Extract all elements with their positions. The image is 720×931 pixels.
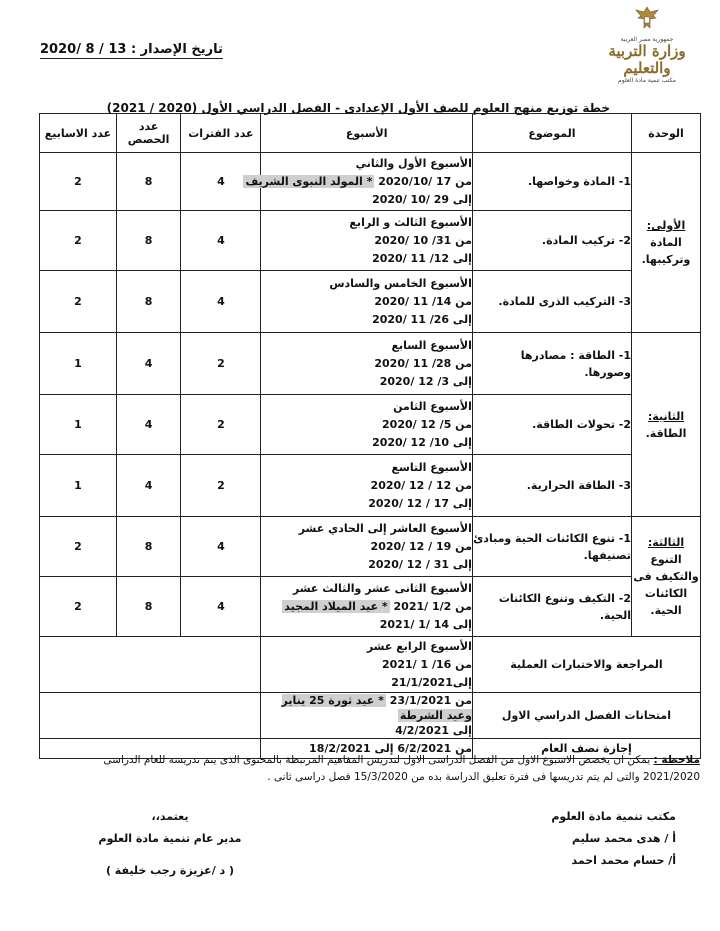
table-row: [40, 517, 701, 577]
office-name: مكتب تنمية مادة العلوم: [551, 810, 676, 823]
weeks-cell: 2: [40, 153, 117, 211]
week-to: إلى 26/ 11 /2020: [372, 312, 472, 326]
table-header-row: [40, 114, 701, 153]
table-row: [40, 637, 701, 693]
week-cell: [261, 637, 472, 693]
director-name: ( د /عزيزة رجب خليفة ): [105, 864, 235, 877]
unit-name: الطاقة.: [645, 426, 687, 440]
topic-cell: 2- تحولات الطاقة.: [472, 395, 631, 455]
week-title: الأسبوع التاسع: [391, 460, 472, 474]
weeks-cell: 1: [40, 395, 117, 455]
ministry-logo: [592, 5, 702, 84]
note-text: يمكن ان يخصص الاسبوع الاول من الفصل الدراسى الاول لتدريس المفاهيم المرتبطة بالمحتوى الذى يتم تدريسه للعام الدراسى 2021/2020 والتى لم يتم تدريسها فى فترة تعليق الدراسة بده من 15/3/2020 فصل دراسى ثانى .: [103, 754, 700, 783]
signatory-1: أ / هدى محمد سليم: [571, 832, 676, 845]
classes-cell: 4: [116, 395, 181, 455]
approval-label: يعتمد،،: [151, 810, 189, 823]
classes-cell: 8: [116, 517, 181, 577]
header-week: الأسبوع: [261, 114, 472, 153]
week-to: إلى 4/2/2021: [395, 724, 472, 737]
unit-cell: [632, 333, 701, 517]
weeks-cell: 1: [40, 333, 117, 395]
table-row: [40, 395, 701, 455]
week-title: الأسبوع الثامن: [393, 399, 472, 413]
classes-cell: 8: [116, 153, 181, 211]
signature-block-office: [476, 806, 676, 872]
header-weeks: عدد الاسابيع: [40, 114, 117, 153]
table-row: [40, 211, 701, 271]
weeks-cell: 2: [40, 577, 117, 637]
logo-office: مكتب تنمية مادة العلوم: [618, 77, 676, 84]
unit-cell: [632, 153, 701, 333]
topic-cell: 3- التركيب الذرى للمادة.: [472, 271, 631, 333]
weeks-cell: 2: [40, 211, 117, 271]
periods-cell: 4: [181, 153, 261, 211]
week-cell: [261, 333, 472, 395]
week-to: إلى 12/ 11 /2020: [372, 251, 472, 265]
classes-cell: 8: [116, 577, 181, 637]
week-title: الأسبوع الخامس والسادس: [329, 276, 472, 290]
classes-cell: 8: [116, 211, 181, 271]
week-from-date: من 23/1/2021: [389, 694, 472, 707]
week-from: من 28/ 11 /2020: [374, 356, 472, 370]
week-from: من 6/2/2021 إلى 18/2/2021: [309, 741, 472, 755]
note: [45, 752, 700, 786]
logo-country: جمهورية مصر العربية: [620, 36, 674, 43]
week-cell: [261, 211, 472, 271]
topic-cell: 2- التكيف وتنوع الكائنات الحية.: [472, 577, 631, 637]
week-to: إلى21/1/2021: [391, 675, 472, 689]
periods-cell: 2: [181, 333, 261, 395]
topic-cell: 1- تنوع الكائنات الحية ومبادئ تصنيفها.: [472, 517, 631, 577]
header-unit: الوحدة: [632, 114, 701, 153]
header-classes: عدد الحصص: [116, 114, 181, 153]
signatory-2: أ/ حسام محمد احمد: [571, 854, 676, 867]
week-title: الأسبوع الثانى عشر والثالث عشر: [292, 581, 472, 595]
exams-topic-cell: امتحانات الفصل الدراسي الاول: [472, 693, 700, 739]
week-from-date: من 1/2 /2021: [393, 599, 472, 613]
unit-cell: [632, 517, 701, 637]
table-row: [40, 693, 701, 739]
week-title: الأسبوع الرابع عشر: [366, 639, 472, 653]
vacation-topic-cell: إجازة نصف العام: [472, 739, 700, 759]
topic-cell: 2- تركيب المادة.: [472, 211, 631, 271]
unit-heading: الأولى:: [646, 219, 686, 232]
header-topic: الموضوع: [472, 114, 631, 153]
periods-cell: 4: [181, 517, 261, 577]
periods-cell: 4: [181, 577, 261, 637]
periods-cell: 4: [181, 211, 261, 271]
unit-name: المادة وتركيبها.: [641, 236, 691, 266]
unit-heading: الثالثة:: [647, 536, 685, 549]
week-from: [261, 598, 471, 616]
classes-cell: 4: [116, 455, 181, 517]
week-title: الأسبوع الثالث و الرابع: [349, 215, 472, 229]
week-title: الأسبوع العاشر إلى الحادي عشر: [298, 521, 472, 535]
plan-title: خطة توزيع منهج العلوم للصف الأول الإعدادى - الفصل الدراسي الأول (2020 / 2021): [106, 101, 610, 115]
unit-heading: الثانية:: [647, 409, 685, 423]
table-row: [40, 455, 701, 517]
week-to: إلى 17 / 12 /2020: [368, 496, 472, 510]
issue-date: تاريخ الإصدار : 13 / 8 /2020: [40, 42, 223, 57]
week-from: [245, 173, 472, 191]
note-label: ملاحظة :: [653, 754, 700, 766]
topic-cell: 1- المادة وخواصها.: [472, 153, 631, 211]
week-from: من 14/ 11 /2020: [374, 294, 472, 308]
unit-name: التنوع والتكيف فى الكائنات الحية.: [633, 553, 699, 617]
week-from: من 5/ 12 /2020: [382, 417, 472, 431]
eagle-emblem-icon: [632, 5, 662, 31]
header-periods: عدد الفترات: [181, 114, 261, 153]
signature-block-director: [70, 806, 270, 882]
week-to: إلى 3/ 12 /2020: [379, 374, 472, 388]
week-cell: [245, 153, 472, 211]
week-cell: [261, 271, 472, 333]
topic-cell: 3- الطاقة الحرارية.: [472, 455, 631, 517]
empty-cell: [40, 637, 261, 693]
classes-cell: 8: [116, 271, 181, 333]
week-cell: [261, 455, 472, 517]
weeks-cell: 2: [40, 517, 117, 577]
week-title: الأسبوع السابع: [391, 338, 472, 352]
week-from: [261, 693, 471, 723]
periods-cell: 4: [181, 271, 261, 333]
holiday-note: * المولد النبوى الشريف: [245, 174, 373, 188]
director-title: مدير عام تنمية مادة العلوم: [98, 832, 242, 845]
empty-cell: [40, 693, 261, 739]
table-row: [40, 153, 701, 211]
logo-ministry: وزارة التربية والتعليم: [608, 42, 686, 77]
week-cell: [261, 395, 472, 455]
week-from: من 12 / 12 /2020: [370, 478, 472, 492]
review-topic-cell: المراجعة والاختبارات العملية: [472, 637, 700, 693]
table-row: [40, 577, 701, 637]
weeks-cell: 1: [40, 455, 117, 517]
week-to: إلى 31 / 12 /2020: [368, 557, 472, 571]
week-from: من 31/ 10 /2020: [374, 233, 472, 247]
periods-cell: 2: [181, 455, 261, 517]
classes-cell: 4: [116, 333, 181, 395]
week-cell: [261, 693, 472, 739]
week-from: من 19 / 12 /2020: [370, 539, 472, 553]
holiday-note: * عيد الميلاد المجيد: [284, 599, 388, 613]
weeks-cell: 2: [40, 271, 117, 333]
holiday-note: * عيد ثورة 25 يناير وعيد الشرطة: [281, 694, 472, 722]
week-to: إلى 10/ 12 /2020: [372, 435, 472, 449]
week-to: إلى 29 /10 /2020: [372, 192, 472, 206]
week-cell: [261, 577, 472, 637]
topic-cell: 1- الطاقة : مصادرها وصورها.: [472, 333, 631, 395]
curriculum-table: [39, 113, 701, 759]
table-row: [40, 271, 701, 333]
week-from: من 16/ 1 /2021: [382, 657, 472, 671]
week-to: إلى 14 /1 /2021: [379, 617, 472, 631]
periods-cell: 2: [181, 395, 261, 455]
week-cell: [261, 517, 472, 577]
table-row: [40, 333, 701, 395]
week-from-date: من 17 /2020/10: [378, 174, 472, 188]
week-title: الأسبوع الأول والثاني: [355, 156, 472, 170]
